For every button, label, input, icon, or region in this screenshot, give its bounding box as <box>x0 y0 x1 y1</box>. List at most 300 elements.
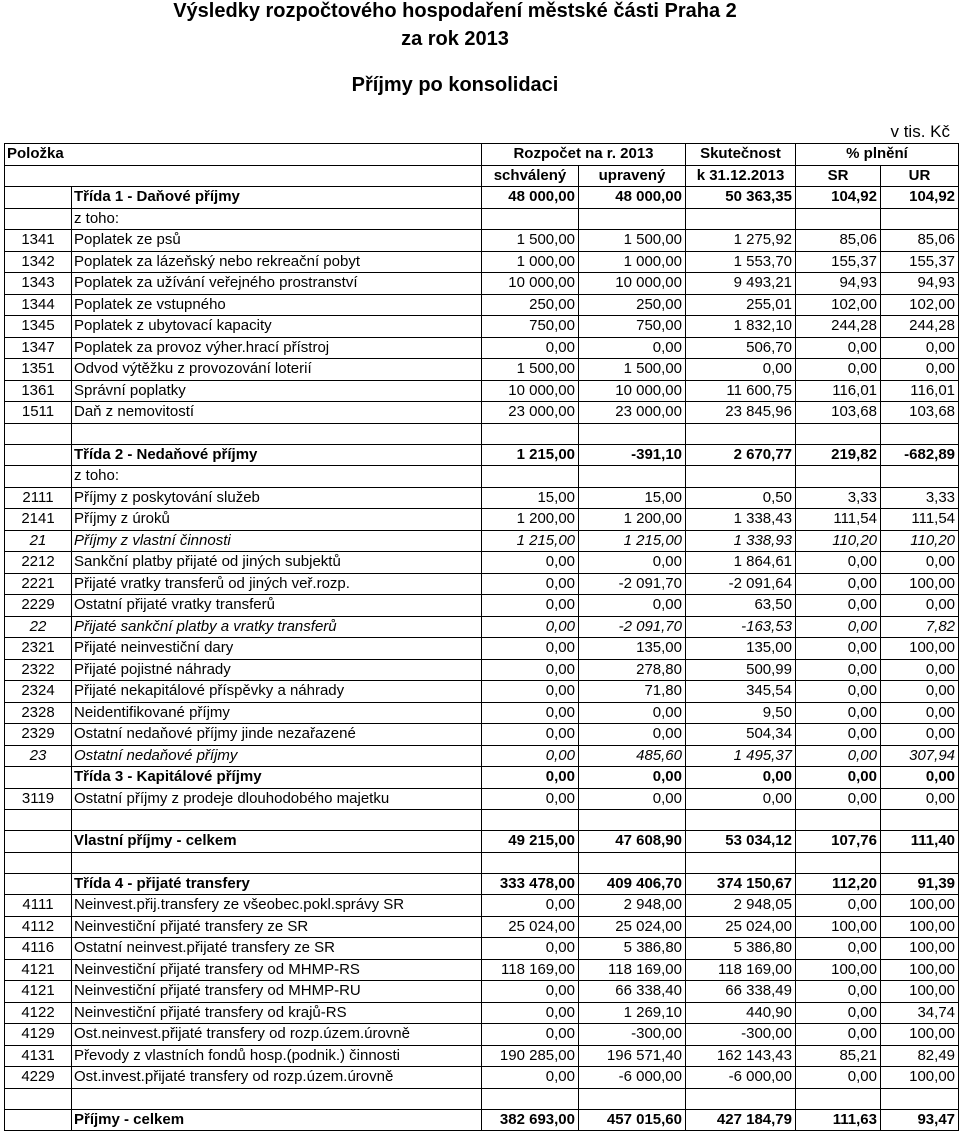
item-name: Vlastní příjmy - celkem <box>72 831 482 853</box>
item-code: 1341 <box>5 230 72 252</box>
value-plneni-ur: 94,93 <box>881 273 959 295</box>
value-rozpocet-schvaleny: 25 024,00 <box>482 916 579 938</box>
item-name: Ostatní příjmy z prodeje dlouhodobého majetku <box>72 788 482 810</box>
value-skutecnost: 5 386,80 <box>686 938 796 960</box>
value-plneni-ur: 0,00 <box>881 359 959 381</box>
table-row <box>5 659 959 681</box>
table-row <box>5 1002 959 1024</box>
item-code: 2111 <box>5 487 72 509</box>
value-skutecnost: 9,50 <box>686 702 796 724</box>
value-plneni-ur <box>881 1088 959 1109</box>
item-name: Příjmy - celkem <box>72 1109 482 1131</box>
value-plneni-ur: 0,00 <box>881 702 959 724</box>
value-rozpocet-schvaleny <box>482 466 579 488</box>
value-skutecnost: -2 091,64 <box>686 573 796 595</box>
table-row <box>5 916 959 938</box>
item-name: Přijaté pojistné náhrady <box>72 659 482 681</box>
table-row <box>5 359 959 381</box>
value-skutecnost: 345,54 <box>686 681 796 703</box>
value-skutecnost: 255,01 <box>686 294 796 316</box>
value-rozpocet-schvaleny: 49 215,00 <box>482 831 579 853</box>
value-plneni-ur: 100,00 <box>881 981 959 1003</box>
item-code <box>5 831 72 853</box>
item-name <box>72 1088 482 1109</box>
value-rozpocet-upraveny: -300,00 <box>579 1024 686 1046</box>
value-skutecnost: 1 338,43 <box>686 509 796 531</box>
value-rozpocet-upraveny <box>579 208 686 230</box>
value-plneni-ur: 100,00 <box>881 638 959 660</box>
value-rozpocet-upraveny: 2 948,00 <box>579 895 686 917</box>
item-code: 22 <box>5 616 72 638</box>
value-plneni-sr: 0,00 <box>796 745 881 767</box>
table-row <box>5 509 959 531</box>
value-rozpocet-upraveny: 1 000,00 <box>579 251 686 273</box>
value-rozpocet-upraveny: 135,00 <box>579 638 686 660</box>
value-skutecnost <box>686 810 796 831</box>
value-plneni-sr: 112,20 <box>796 873 881 895</box>
value-plneni-ur <box>881 810 959 831</box>
value-plneni-ur: 100,00 <box>881 1067 959 1089</box>
value-plneni-sr <box>796 208 881 230</box>
item-code: 2321 <box>5 638 72 660</box>
item-name: Poplatek za užívání veřejného prostranství <box>72 273 482 295</box>
header-row-2 <box>5 165 959 187</box>
value-rozpocet-upraveny: 1 269,10 <box>579 1002 686 1024</box>
item-code: 2229 <box>5 595 72 617</box>
value-skutecnost <box>686 1088 796 1109</box>
value-plneni-ur: 93,47 <box>881 1109 959 1131</box>
table-row <box>5 402 959 424</box>
title-line-2: za rok 2013 <box>401 28 509 50</box>
item-name: Přijaté vratky transferů od jiných veř.rozp. <box>72 573 482 595</box>
value-plneni-ur <box>881 852 959 873</box>
table-row <box>5 938 959 960</box>
value-plneni-ur: 111,54 <box>881 509 959 531</box>
value-plneni-ur: 34,74 <box>881 1002 959 1024</box>
value-rozpocet-upraveny: -2 091,70 <box>579 616 686 638</box>
value-skutecnost: -300,00 <box>686 1024 796 1046</box>
header-schvaleny: schválený <box>482 165 579 187</box>
value-rozpocet-schvaleny: 333 478,00 <box>482 873 579 895</box>
value-rozpocet-schvaleny <box>482 423 579 444</box>
table-row <box>5 1088 959 1109</box>
value-rozpocet-schvaleny: 0,00 <box>482 724 579 746</box>
value-skutecnost: 2 670,77 <box>686 444 796 466</box>
value-rozpocet-upraveny <box>579 852 686 873</box>
table-row <box>5 616 959 638</box>
value-rozpocet-schvaleny: 0,00 <box>482 595 579 617</box>
value-plneni-sr: 0,00 <box>796 337 881 359</box>
header-row-1 <box>5 144 959 166</box>
value-rozpocet-schvaleny <box>482 208 579 230</box>
value-rozpocet-upraveny: 23 000,00 <box>579 402 686 424</box>
item-code: 2324 <box>5 681 72 703</box>
value-plneni-sr: 0,00 <box>796 573 881 595</box>
value-rozpocet-upraveny: -6 000,00 <box>579 1067 686 1089</box>
value-rozpocet-upraveny: 750,00 <box>579 316 686 338</box>
value-rozpocet-upraveny: 0,00 <box>579 337 686 359</box>
value-plneni-sr: 0,00 <box>796 788 881 810</box>
value-rozpocet-upraveny: -2 091,70 <box>579 573 686 595</box>
table-body <box>5 187 959 1131</box>
value-plneni-ur: 0,00 <box>881 337 959 359</box>
item-name: Třída 1 - Daňové příjmy <box>72 187 482 209</box>
value-plneni-ur <box>881 423 959 444</box>
value-plneni-ur: 0,00 <box>881 552 959 574</box>
value-skutecnost: 1 495,37 <box>686 745 796 767</box>
value-skutecnost <box>686 466 796 488</box>
value-skutecnost: 440,90 <box>686 1002 796 1024</box>
table-row <box>5 595 959 617</box>
value-rozpocet-upraveny: 1 500,00 <box>579 230 686 252</box>
item-name: Poplatek za lázeňský nebo rekreační pobyt <box>72 251 482 273</box>
value-plneni-sr <box>796 1088 881 1109</box>
value-rozpocet-schvaleny: 0,00 <box>482 659 579 681</box>
value-rozpocet-upraveny: 15,00 <box>579 487 686 509</box>
value-plneni-sr <box>796 810 881 831</box>
value-skutecnost: 63,50 <box>686 595 796 617</box>
value-plneni-sr: 0,00 <box>796 1067 881 1089</box>
title-line-1: Výsledky rozpočtového hospodaření městské části Praha 2 <box>173 0 737 22</box>
value-plneni-ur: 104,92 <box>881 187 959 209</box>
table-row <box>5 959 959 981</box>
table-row <box>5 208 959 230</box>
item-code: 4121 <box>5 981 72 1003</box>
value-plneni-ur: 103,68 <box>881 402 959 424</box>
value-plneni-ur: 100,00 <box>881 938 959 960</box>
value-plneni-sr: 0,00 <box>796 616 881 638</box>
item-name: Neinvestiční přijaté transfery ze SR <box>72 916 482 938</box>
table-row <box>5 444 959 466</box>
item-code: 21 <box>5 530 72 552</box>
value-skutecnost: 50 363,35 <box>686 187 796 209</box>
table-row <box>5 767 959 789</box>
unit-label: v tis. Kč <box>890 122 950 141</box>
item-code <box>5 208 72 230</box>
item-name: Přijaté nekapitálové příspěvky a náhrady <box>72 681 482 703</box>
value-plneni-sr: 0,00 <box>796 359 881 381</box>
table-row <box>5 466 959 488</box>
item-name: Neinvestiční přijaté transfery od MHMP-RU <box>72 981 482 1003</box>
item-code: 1343 <box>5 273 72 295</box>
value-rozpocet-upraveny: 10 000,00 <box>579 273 686 295</box>
value-skutecnost: -163,53 <box>686 616 796 638</box>
value-rozpocet-schvaleny: 10 000,00 <box>482 380 579 402</box>
item-name <box>72 810 482 831</box>
value-plneni-sr: 0,00 <box>796 681 881 703</box>
value-rozpocet-upraveny: 5 386,80 <box>579 938 686 960</box>
item-code: 1342 <box>5 251 72 273</box>
value-plneni-ur: 3,33 <box>881 487 959 509</box>
value-skutecnost: 1 338,93 <box>686 530 796 552</box>
value-plneni-ur: 307,94 <box>881 745 959 767</box>
value-rozpocet-upraveny: 0,00 <box>579 702 686 724</box>
item-code: 2221 <box>5 573 72 595</box>
value-rozpocet-upraveny <box>579 1088 686 1109</box>
value-skutecnost <box>686 852 796 873</box>
value-plneni-ur: 0,00 <box>881 659 959 681</box>
item-code: 23 <box>5 745 72 767</box>
value-rozpocet-upraveny: 66 338,40 <box>579 981 686 1003</box>
item-name: Ostatní neinvest.přijaté transfery ze SR <box>72 938 482 960</box>
header-upraveny: upravený <box>579 165 686 187</box>
value-plneni-sr: 0,00 <box>796 1002 881 1024</box>
title-line-3: Příjmy po konsolidaci <box>351 74 559 96</box>
item-name: Třída 4 - přijaté transfery <box>72 873 482 895</box>
value-rozpocet-schvaleny: 15,00 <box>482 487 579 509</box>
item-code: 1351 <box>5 359 72 381</box>
value-plneni-sr: 3,33 <box>796 487 881 509</box>
value-plneni-sr: 0,00 <box>796 638 881 660</box>
item-name: Odvod výtěžku z provozování loterií <box>72 359 482 381</box>
table-row <box>5 702 959 724</box>
value-rozpocet-schvaleny: 0,00 <box>482 745 579 767</box>
item-name: Neinvestiční přijaté transfery od krajů-RS <box>72 1002 482 1024</box>
value-skutecnost: 1 553,70 <box>686 251 796 273</box>
value-plneni-sr: 85,06 <box>796 230 881 252</box>
value-rozpocet-upraveny: 47 608,90 <box>579 831 686 853</box>
value-rozpocet-upraveny: -391,10 <box>579 444 686 466</box>
value-rozpocet-upraveny: 0,00 <box>579 767 686 789</box>
value-rozpocet-schvaleny <box>482 852 579 873</box>
item-code: 2329 <box>5 724 72 746</box>
item-code <box>5 444 72 466</box>
value-plneni-ur: 85,06 <box>881 230 959 252</box>
item-name: Příjmy z úroků <box>72 509 482 531</box>
item-name: Poplatek ze vstupného <box>72 294 482 316</box>
item-name: Převody z vlastních fondů hosp.(podnik.) činnosti <box>72 1045 482 1067</box>
table-row <box>5 230 959 252</box>
value-rozpocet-schvaleny: 0,00 <box>482 552 579 574</box>
value-plneni-sr: 85,21 <box>796 1045 881 1067</box>
value-skutecnost: 118 169,00 <box>686 959 796 981</box>
value-plneni-ur: 91,39 <box>881 873 959 895</box>
item-code <box>5 852 72 873</box>
item-code: 2212 <box>5 552 72 574</box>
value-rozpocet-schvaleny: 0,00 <box>482 788 579 810</box>
value-rozpocet-upraveny: 25 024,00 <box>579 916 686 938</box>
value-rozpocet-upraveny: 71,80 <box>579 681 686 703</box>
value-skutecnost: 23 845,96 <box>686 402 796 424</box>
value-plneni-sr: 244,28 <box>796 316 881 338</box>
value-rozpocet-upraveny: 457 015,60 <box>579 1109 686 1131</box>
item-code: 3119 <box>5 788 72 810</box>
item-name: Neinvest.přij.transfery ze všeobec.pokl.správy SR <box>72 895 482 917</box>
value-plneni-sr: 219,82 <box>796 444 881 466</box>
value-plneni-ur: 100,00 <box>881 573 959 595</box>
table-row <box>5 638 959 660</box>
table-row <box>5 1024 959 1046</box>
value-skutecnost: 1 275,92 <box>686 230 796 252</box>
value-plneni-ur: 0,00 <box>881 724 959 746</box>
value-rozpocet-schvaleny: 1 500,00 <box>482 359 579 381</box>
table-row <box>5 788 959 810</box>
value-plneni-sr <box>796 852 881 873</box>
value-rozpocet-schvaleny: 23 000,00 <box>482 402 579 424</box>
item-name: Poplatek z ubytovací kapacity <box>72 316 482 338</box>
value-rozpocet-upraveny: 118 169,00 <box>579 959 686 981</box>
value-rozpocet-schvaleny: 0,00 <box>482 895 579 917</box>
value-skutecnost: 427 184,79 <box>686 1109 796 1131</box>
value-rozpocet-schvaleny: 0,00 <box>482 1002 579 1024</box>
value-plneni-sr: 111,63 <box>796 1109 881 1131</box>
value-rozpocet-upraveny: 1 200,00 <box>579 509 686 531</box>
table-row <box>5 852 959 873</box>
item-name: Příjmy z vlastní činnosti <box>72 530 482 552</box>
item-name: Neinvestiční přijaté transfery od MHMP-RS <box>72 959 482 981</box>
value-skutecnost: 0,50 <box>686 487 796 509</box>
value-rozpocet-schvaleny: 0,00 <box>482 616 579 638</box>
header-k-datu: k 31.12.2013 <box>686 165 796 187</box>
value-plneni-sr <box>796 466 881 488</box>
value-skutecnost: 2 948,05 <box>686 895 796 917</box>
item-name: Neidentifikované příjmy <box>72 702 482 724</box>
value-plneni-ur: 155,37 <box>881 251 959 273</box>
item-code: 4116 <box>5 938 72 960</box>
value-rozpocet-schvaleny: 48 000,00 <box>482 187 579 209</box>
header-sr: SR <box>796 165 881 187</box>
value-rozpocet-upraveny <box>579 466 686 488</box>
value-plneni-ur: 0,00 <box>881 595 959 617</box>
value-skutecnost: 66 338,49 <box>686 981 796 1003</box>
value-plneni-sr: 102,00 <box>796 294 881 316</box>
table-row <box>5 487 959 509</box>
item-name: Poplatek ze psů <box>72 230 482 252</box>
value-plneni-sr: 100,00 <box>796 916 881 938</box>
value-rozpocet-upraveny <box>579 423 686 444</box>
value-rozpocet-upraveny: 485,60 <box>579 745 686 767</box>
value-rozpocet-schvaleny: 750,00 <box>482 316 579 338</box>
table-row <box>5 745 959 767</box>
item-name: Ostatní nedaňové příjmy jinde nezařazené <box>72 724 482 746</box>
item-name: Ost.invest.přijaté transfery od rozp.územ.úrovně <box>72 1067 482 1089</box>
table-row <box>5 316 959 338</box>
revenue-table <box>4 143 959 1131</box>
value-plneni-ur: 7,82 <box>881 616 959 638</box>
value-rozpocet-upraveny: 0,00 <box>579 788 686 810</box>
value-rozpocet-schvaleny: 0,00 <box>482 1067 579 1089</box>
value-plneni-sr <box>796 423 881 444</box>
table-row <box>5 1109 959 1131</box>
value-skutecnost: 9 493,21 <box>686 273 796 295</box>
table-row <box>5 337 959 359</box>
value-plneni-sr: 0,00 <box>796 938 881 960</box>
item-code: 1347 <box>5 337 72 359</box>
value-plneni-sr: 110,20 <box>796 530 881 552</box>
value-rozpocet-schvaleny: 0,00 <box>482 573 579 595</box>
value-skutecnost: 0,00 <box>686 359 796 381</box>
value-rozpocet-upraveny: 0,00 <box>579 552 686 574</box>
item-name: Ostatní nedaňové příjmy <box>72 745 482 767</box>
item-name: Třída 2 - Nedaňové příjmy <box>72 444 482 466</box>
table-row <box>5 981 959 1003</box>
value-plneni-ur: 100,00 <box>881 916 959 938</box>
item-code <box>5 873 72 895</box>
table-row <box>5 251 959 273</box>
value-skutecnost: 135,00 <box>686 638 796 660</box>
value-rozpocet-upraveny: 0,00 <box>579 724 686 746</box>
value-rozpocet-schvaleny: 1 215,00 <box>482 530 579 552</box>
value-plneni-ur <box>881 208 959 230</box>
value-rozpocet-upraveny: 278,80 <box>579 659 686 681</box>
value-skutecnost: 506,70 <box>686 337 796 359</box>
item-code: 4121 <box>5 959 72 981</box>
value-plneni-ur: 244,28 <box>881 316 959 338</box>
value-plneni-sr: 103,68 <box>796 402 881 424</box>
value-rozpocet-schvaleny: 118 169,00 <box>482 959 579 981</box>
value-skutecnost: -6 000,00 <box>686 1067 796 1089</box>
item-name: Správní poplatky <box>72 380 482 402</box>
item-code: 2141 <box>5 509 72 531</box>
value-plneni-ur: 111,40 <box>881 831 959 853</box>
value-skutecnost: 0,00 <box>686 788 796 810</box>
value-skutecnost: 1 832,10 <box>686 316 796 338</box>
value-rozpocet-schvaleny: 190 285,00 <box>482 1045 579 1067</box>
value-plneni-ur: 102,00 <box>881 294 959 316</box>
value-plneni-sr: 104,92 <box>796 187 881 209</box>
value-rozpocet-schvaleny: 0,00 <box>482 681 579 703</box>
header-polozka: Položka <box>5 144 72 166</box>
table-row <box>5 423 959 444</box>
item-code: 1345 <box>5 316 72 338</box>
item-name: z toho: <box>72 208 482 230</box>
value-plneni-sr: 0,00 <box>796 1024 881 1046</box>
value-rozpocet-upraveny: 409 406,70 <box>579 873 686 895</box>
value-skutecnost: 11 600,75 <box>686 380 796 402</box>
item-code: 1361 <box>5 380 72 402</box>
value-plneni-ur: 110,20 <box>881 530 959 552</box>
item-code <box>5 767 72 789</box>
item-code: 4131 <box>5 1045 72 1067</box>
value-plneni-ur: 82,49 <box>881 1045 959 1067</box>
value-rozpocet-schvaleny <box>482 1088 579 1109</box>
value-rozpocet-schvaleny: 0,00 <box>482 981 579 1003</box>
value-rozpocet-upraveny <box>579 810 686 831</box>
item-code: 1511 <box>5 402 72 424</box>
value-rozpocet-upraveny: 196 571,40 <box>579 1045 686 1067</box>
item-name: z toho: <box>72 466 482 488</box>
value-rozpocet-upraveny: 250,00 <box>579 294 686 316</box>
item-name <box>72 852 482 873</box>
value-plneni-ur <box>881 466 959 488</box>
value-plneni-ur: 100,00 <box>881 959 959 981</box>
item-name: Přijaté sankční platby a vratky transferů <box>72 616 482 638</box>
value-rozpocet-upraveny: 1 215,00 <box>579 530 686 552</box>
value-plneni-ur: 0,00 <box>881 767 959 789</box>
table-row <box>5 895 959 917</box>
value-rozpocet-upraveny: 1 500,00 <box>579 359 686 381</box>
table-row <box>5 273 959 295</box>
value-plneni-ur: 116,01 <box>881 380 959 402</box>
table-row <box>5 810 959 831</box>
value-plneni-sr: 155,37 <box>796 251 881 273</box>
item-name: Ost.neinvest.přijaté transfery od rozp.územ.úrovně <box>72 1024 482 1046</box>
value-plneni-sr: 0,00 <box>796 767 881 789</box>
value-rozpocet-schvaleny: 0,00 <box>482 638 579 660</box>
table-row <box>5 294 959 316</box>
value-skutecnost: 0,00 <box>686 767 796 789</box>
value-plneni-sr: 107,76 <box>796 831 881 853</box>
value-rozpocet-schvaleny: 1 500,00 <box>482 230 579 252</box>
item-name: Přijaté neinvestiční dary <box>72 638 482 660</box>
value-rozpocet-schvaleny: 382 693,00 <box>482 1109 579 1131</box>
item-code: 1344 <box>5 294 72 316</box>
table-row <box>5 573 959 595</box>
table-row <box>5 552 959 574</box>
item-code: 4229 <box>5 1067 72 1089</box>
value-plneni-sr: 0,00 <box>796 595 881 617</box>
header-plneni: % plnění <box>796 144 959 166</box>
